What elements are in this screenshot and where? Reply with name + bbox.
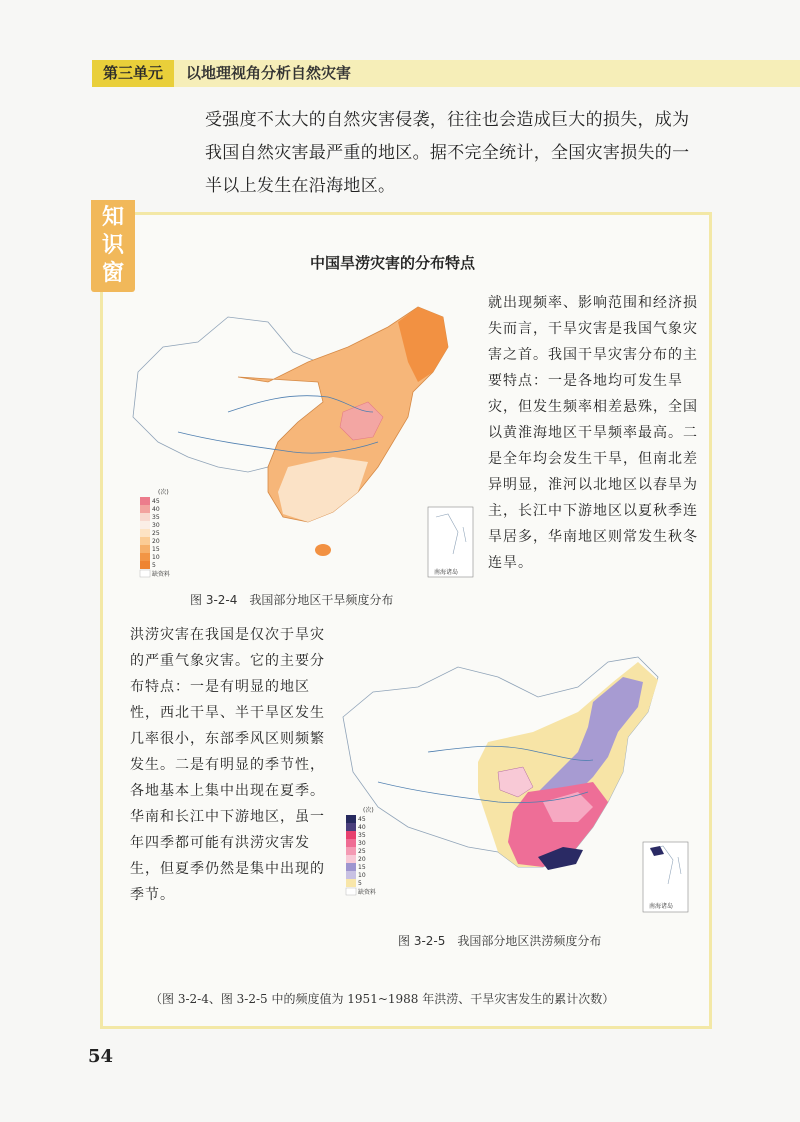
legend-no-data-swatch [140,570,150,577]
unit-label: 第三单元 [92,60,174,87]
legend-unit: (次) [363,807,374,814]
drought-map-caption: 图 3-2-4 我国部分地区干旱频度分布 [190,593,394,607]
intro-line: 半以上发生在沿海地区。 [205,176,396,196]
flood-paragraph: 洪涝灾害在我国是仅次于旱灾的严重气象灾害。它的主要分布特点：一是有明显的地区性，西北干旱、半干旱区发生几率很小，东部季风区则频繁发生。二是有明显的季节性，各地基本上集中出现在夏季。华南和长江中下游地区，虽一年四季都可能有洪涝灾害发生，但夏季仍然是集中出现的季节。 [130,627,325,903]
legend-value: 40 [152,506,160,513]
legend-swatch [346,855,356,863]
legend-swatch [140,505,150,513]
legend-no-data-swatch [346,888,356,895]
legend-value: 25 [358,848,366,855]
intro-paragraph [205,104,725,203]
drought-legend [140,488,170,578]
tab-char: 知 [101,205,124,230]
legend-value: 45 [358,816,366,823]
legend-value: 10 [152,554,160,561]
south-china-sea-inset [643,842,688,912]
legend-value: 30 [152,522,160,529]
legend-value: 45 [152,498,160,505]
intro-line: 受强度不太大的自然灾害侵袭，往往也会造成巨大的损失，成为 [205,110,690,130]
drought-paragraph: 就出现频率、影响范围和经济损失而言，干旱灾害是我国气象灾害之首。我国干旱灾害分布的主要特点：一是各地均可发生旱灾，但发生频率相差悬殊，全国以黄淮海地区干旱频率最高。二是全年均会发生干旱，但南北差异明显，淮河以北地区以春旱为主，长江中下游地区以夏秋季连旱居多，华南地区则常发生秋冬连旱。 [488,295,698,571]
legend-swatch [346,847,356,855]
legend-value: 5 [152,562,156,569]
legend-value: 40 [358,824,366,831]
section-title: 中国旱涝灾害的分布特点 [310,254,476,272]
legend-swatch [346,839,356,847]
legend-value: 5 [358,880,362,887]
flood-frequency-map [338,652,698,922]
tab-char: 窗 [101,261,124,286]
frequency-note: （图 3-2-4、图 3-2-5 中的频度值为 1951~1988 年洪涝、干旱灾害发生的累计次数） [150,992,615,1006]
unit-title: 以地理视角分析自然灾害 [186,64,352,82]
legend-swatch [140,497,150,505]
legend-swatch [140,561,150,569]
legend-no-data: 缺资料 [152,571,171,578]
legend-swatch [346,871,356,879]
legend-swatch [346,823,356,831]
legend-swatch [140,521,150,529]
intro-line: 我国自然灾害最严重的地区。据不完全统计，全国灾害损失的一 [205,143,690,163]
legend-unit: (次) [158,489,169,496]
legend-value: 30 [358,840,366,847]
legend-swatch [140,545,150,553]
legend-value: 10 [358,872,366,879]
legend-value: 35 [358,832,366,839]
flood-legend [346,806,376,896]
legend-swatch [140,513,150,521]
drought-frequency-map [118,292,488,582]
drought-south-light [278,457,368,522]
legend-value: 20 [152,538,160,545]
legend-value: 15 [152,546,160,553]
legend-swatch [140,537,150,545]
inset-label: 南海诸岛 [649,903,674,910]
flood-map-caption: 图 3-2-5 我国部分地区洪涝频度分布 [398,934,602,948]
hainan-island [315,544,331,556]
legend-swatch [140,529,150,537]
page-number: 54 [88,1046,114,1067]
legend-value: 15 [358,864,366,871]
legend-no-data: 缺资料 [358,889,377,896]
legend-swatch [346,831,356,839]
inset-label: 南海诸岛 [434,569,459,576]
legend-swatch [346,863,356,871]
tab-char: 识 [101,233,124,258]
south-china-sea-inset [428,507,473,577]
knowledge-window-tab [91,200,135,292]
legend-swatch [346,879,356,887]
legend-value: 35 [152,514,160,521]
legend-value: 20 [358,856,366,863]
legend-swatch [140,553,150,561]
legend-value: 25 [152,530,160,537]
legend-swatch [346,815,356,823]
